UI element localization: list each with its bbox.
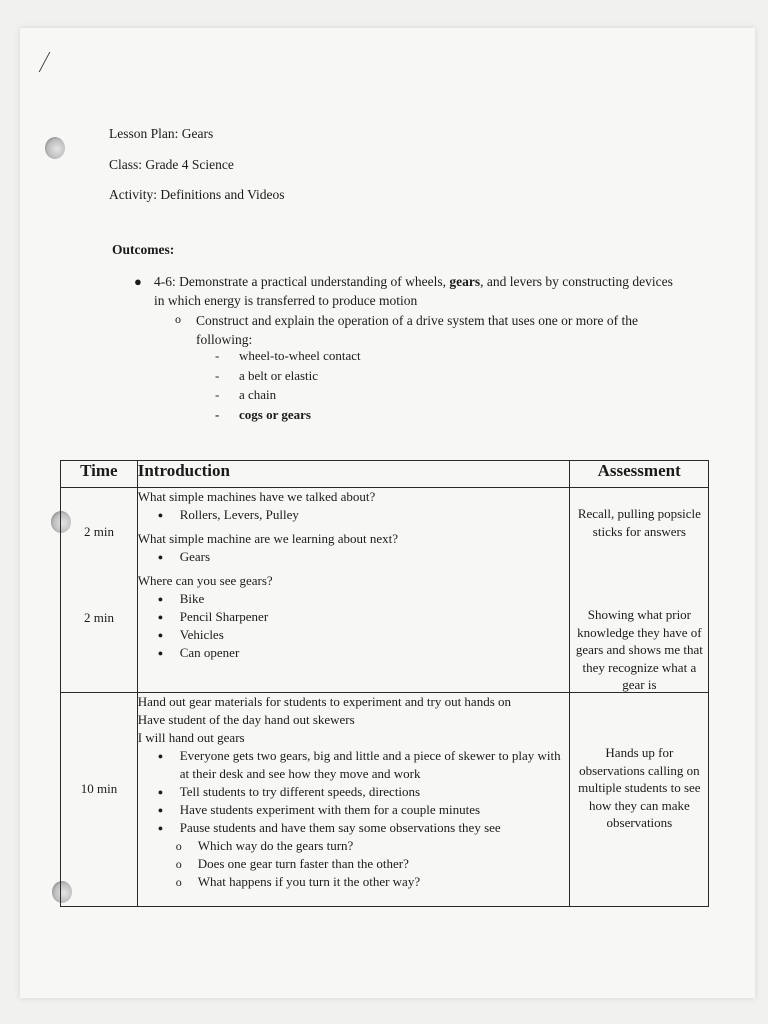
class-line: Class: Grade 4 Science <box>109 157 234 172</box>
list-item: o What happens if you turn it the other way? <box>198 873 570 891</box>
question-text: What simple machine are we learning about next? <box>137 531 398 546</box>
list-item: - a belt or elastic <box>215 368 361 388</box>
list-item: ● Can opener <box>180 644 570 662</box>
list-item: ● Have students experiment with them for a couple minutes <box>180 801 570 819</box>
circle-bullet-icon: o <box>175 312 181 326</box>
assessment-text: Hands up for observations calling on multiple students to see how they can make observations <box>578 745 701 830</box>
time-header: Time <box>61 461 138 488</box>
activity-list <box>138 747 570 837</box>
lesson-plan-title: Lesson Plan: Gears <box>109 126 214 141</box>
list-item: ● Tell students to try different speeds, directions <box>180 783 570 801</box>
table-header-row <box>61 461 709 488</box>
time-label: 10 min <box>80 781 118 796</box>
outcome-main: 4-6: Demonstrate a practical understanding of wheels, gears, and levers by constructing devices in which energy is transferred to produce motion <box>154 274 673 308</box>
table-row <box>61 488 709 693</box>
list-item: ● Everyone gets two gears, big and little and a piece of skewer to play with at their desk and see how they move and work <box>180 747 570 783</box>
question-text: What simple machines have we talked about? <box>137 489 376 504</box>
drive-system-list <box>215 348 361 426</box>
time-cell <box>61 693 138 907</box>
list-item: - a chain <box>215 387 361 407</box>
assessment-text: Showing what prior knowledge they have of gears and shows me that they recognize what a gear is <box>575 607 703 692</box>
outcome-sub: Construct and explain the operation of a drive system that uses one or more of the following: <box>196 313 639 347</box>
assessment-text: Recall, pulling popsicle sticks for answers <box>577 506 701 539</box>
instruction-text: I will hand out gears <box>137 730 245 745</box>
time-label: 2 min <box>84 610 114 625</box>
instruction-text: Have student of the day hand out skewers <box>137 712 355 727</box>
question-sublist <box>138 837 570 891</box>
introduction-cell <box>137 488 570 693</box>
list-item: ● Pause students and have them say some observations they see <box>180 819 570 837</box>
activity-line: Activity: Definitions and Videos <box>109 187 285 202</box>
introduction-header: Introduction <box>137 461 570 488</box>
answer-list <box>138 590 570 662</box>
assessment-header: Assessment <box>570 461 709 488</box>
time-label: 2 min <box>84 524 114 539</box>
list-item: - cogs or gears <box>215 407 361 427</box>
bullet-icon: ● <box>134 274 142 289</box>
list-item: o Which way do the gears turn? <box>198 837 570 855</box>
outcomes-heading: Outcomes: <box>112 242 175 257</box>
punch-hole-top <box>45 137 65 159</box>
assessment-cell <box>570 693 709 907</box>
introduction-cell <box>137 693 570 907</box>
list-item: ● Pencil Sharpener <box>180 608 570 626</box>
answer-list <box>138 548 570 566</box>
list-item: ● Vehicles <box>180 626 570 644</box>
list-item: o Does one gear turn faster than the other? <box>198 855 570 873</box>
answer-list <box>138 506 570 524</box>
question-text: Where can you see gears? <box>137 573 273 588</box>
list-item: ● Bike <box>180 590 570 608</box>
list-item: ● Gears <box>180 548 570 566</box>
list-item: ● Rollers, Levers, Pulley <box>180 506 570 524</box>
lesson-table <box>60 460 709 907</box>
time-cell <box>61 488 138 693</box>
assessment-cell <box>570 488 709 693</box>
table-row <box>61 693 709 907</box>
instruction-text: Hand out gear materials for students to experiment and try out hands on <box>137 694 512 709</box>
list-item: - wheel-to-wheel contact <box>215 348 361 368</box>
